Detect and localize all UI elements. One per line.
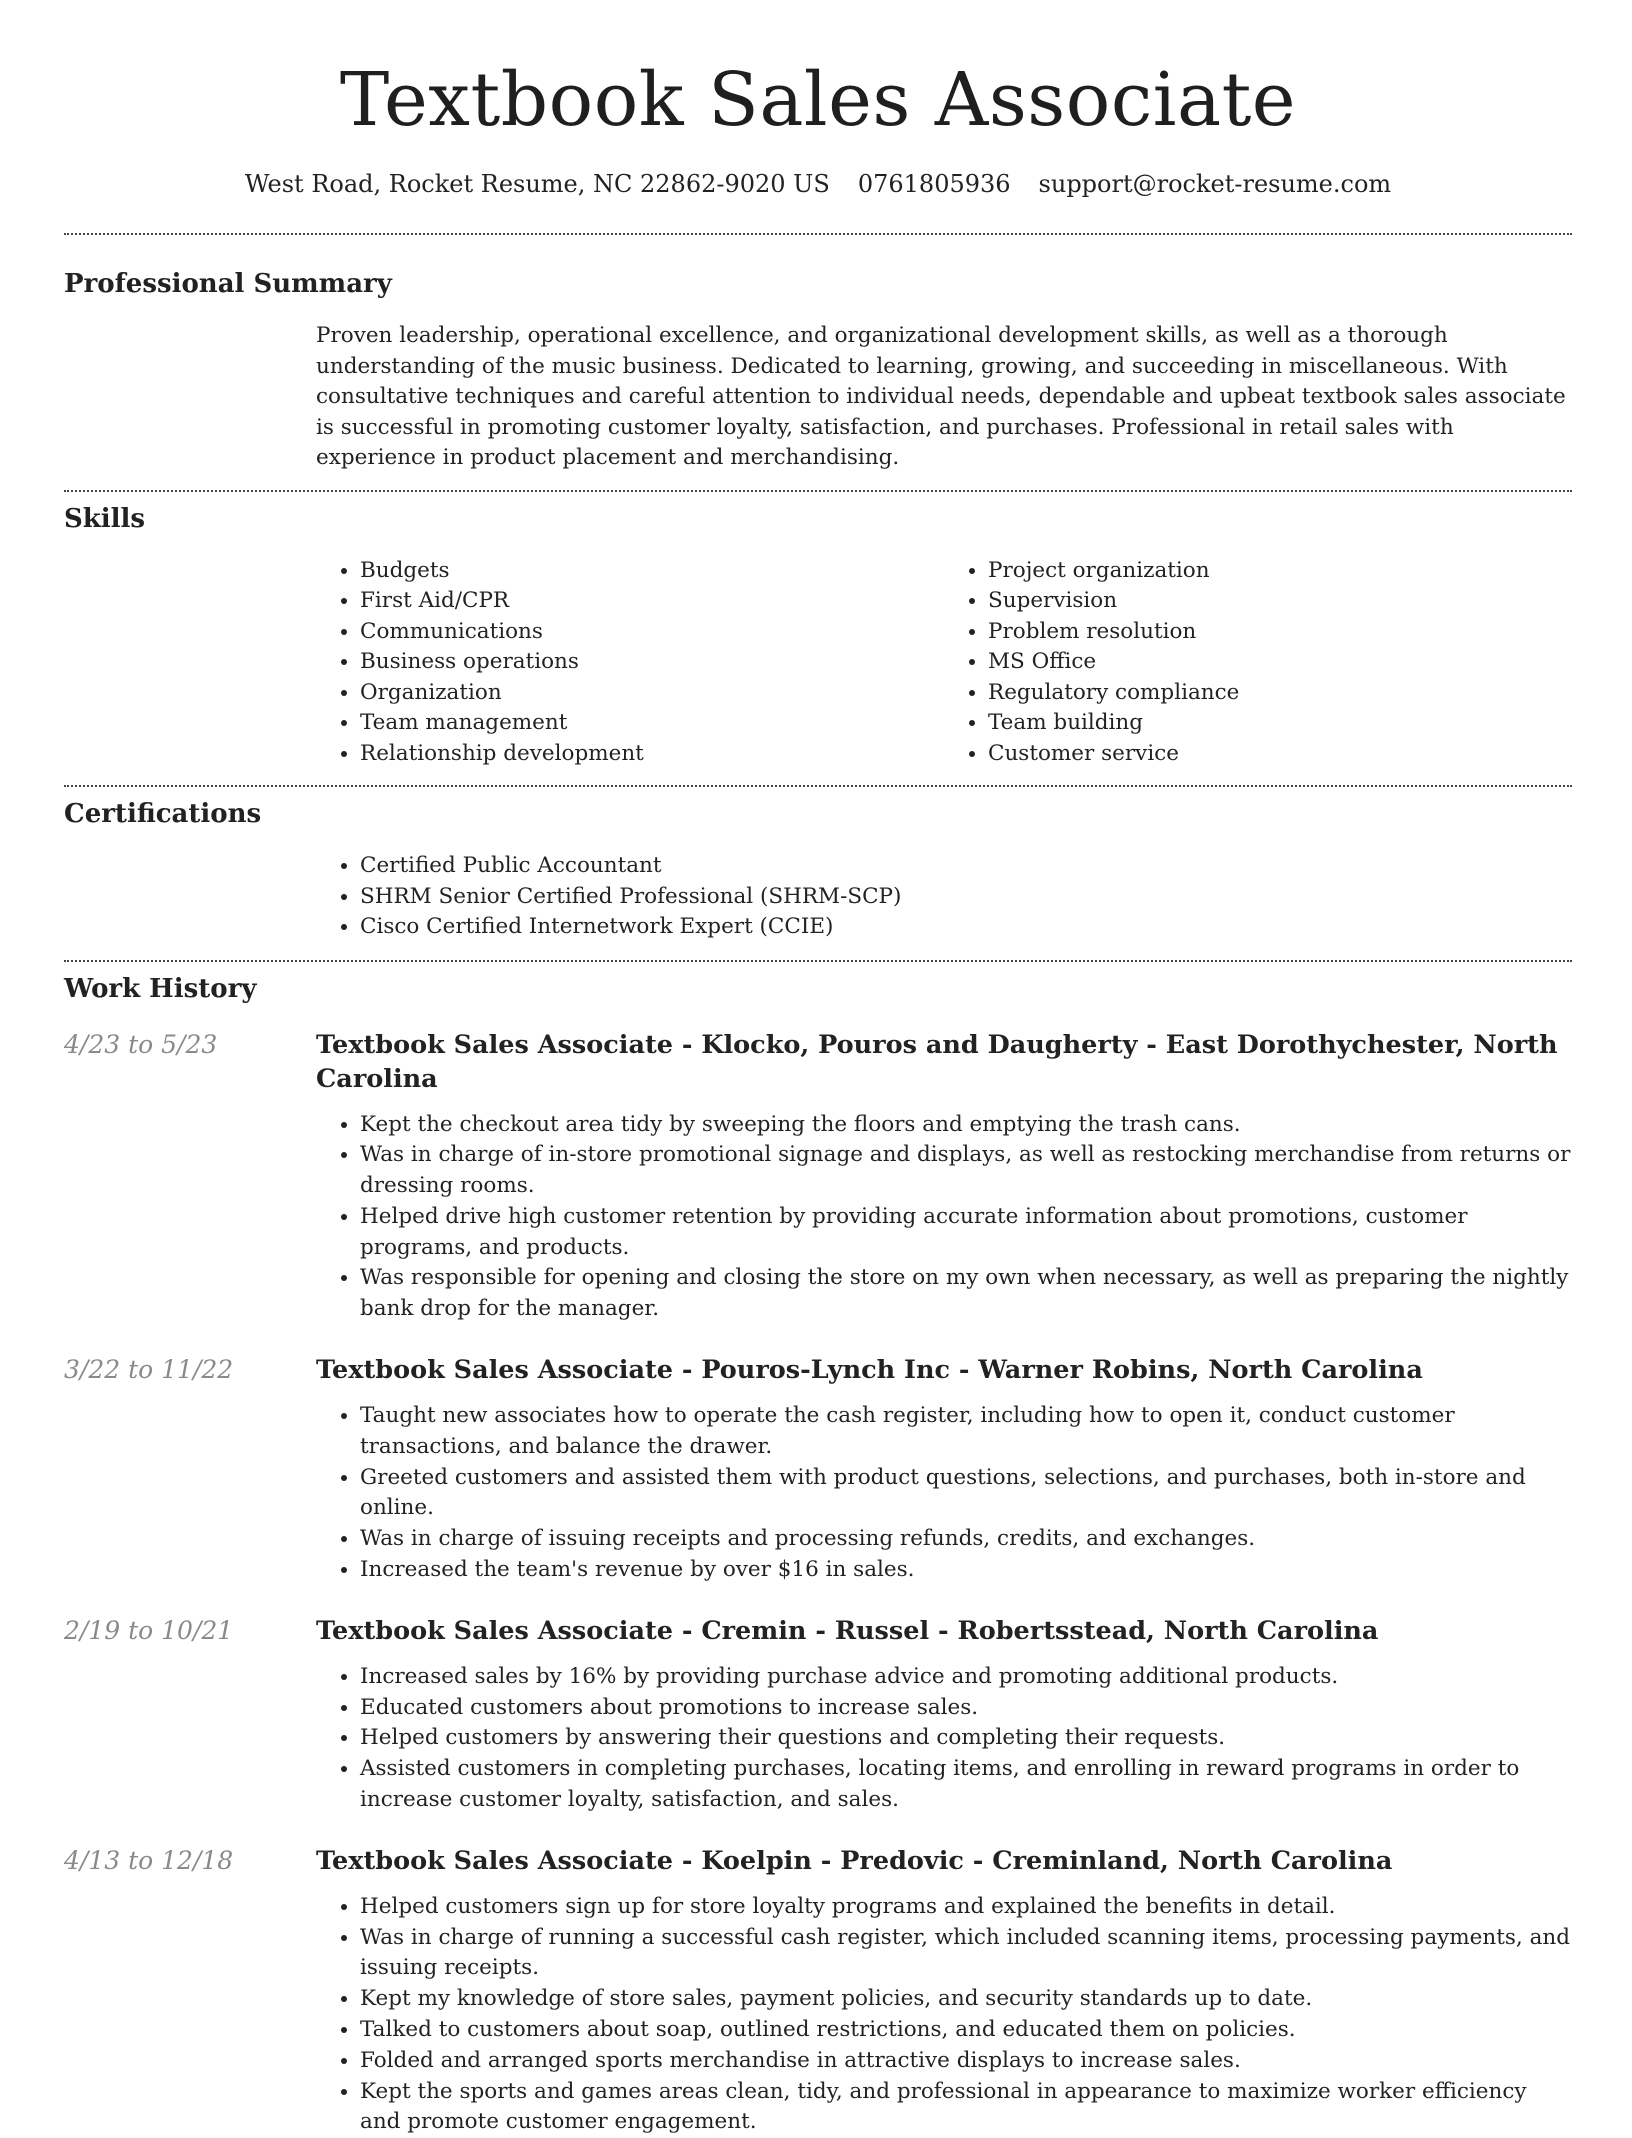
certifications-list <box>316 851 1572 943</box>
skill-item: • Regulatory compliance <box>988 678 1572 709</box>
skill-item: • Team building <box>988 708 1572 739</box>
work-history-section <box>64 962 1572 2138</box>
skill-item: • First Aid/CPR <box>360 586 944 617</box>
job-bullet: • Kept the checkout area tidy by sweeping the floors and emptying the trash cans. <box>360 1110 1572 1141</box>
summary-title: Professional Summary <box>64 267 1572 301</box>
job-bullet: • Was in charge of in-store promotional signage and displays, as well as restocking merchandise from returns or dressing rooms. <box>360 1140 1572 1202</box>
contact-address: West Road, Rocket Resume, NC 22862-9020 US <box>245 168 830 200</box>
skill-item: • MS Office <box>988 647 1572 678</box>
job-bullets <box>316 1878 1572 2138</box>
summary-section <box>64 235 1572 490</box>
contact-email: support@rocket-resume.com <box>1039 168 1392 200</box>
job-dates: 3/22 to 11/22 <box>64 1353 316 1586</box>
skill-item: • Customer service <box>988 739 1572 770</box>
job-bullet: • Increased the team's revenue by over $16 in sales. <box>360 1555 1572 1586</box>
job-bullet: • Assisted customers in completing purchases, locating items, and enrolling in reward programs in order to increase customer loyalty, satisfaction, and sales. <box>360 1754 1572 1816</box>
summary-text: Proven leadership, operational excellence, and organizational development skills, as well as a thorough understanding of the music business. Dedicated to learning, growing, and succeeding in miscellaneous. With consultative techniques and careful attention to individual needs, dependable and upbeat textbook sales associate is successful in promoting customer loyalty, satisfaction, and purchases. Professional in retail sales with experience in product placement and merchandising. <box>316 301 1572 490</box>
job-bullet: • Kept my knowledge of store sales, payment policies, and security standards up to date. <box>360 1984 1572 2015</box>
job-bullets <box>316 1387 1572 1586</box>
skills-list-right <box>944 556 1572 770</box>
skills-title: Skills <box>64 502 1572 536</box>
contact-line <box>64 168 1572 200</box>
job-title: Textbook Sales Associate - Cremin - Russel - Robertsstead, North Carolina <box>316 1614 1572 1648</box>
job-entry <box>64 1353 1572 1586</box>
skill-item: • Budgets <box>360 556 944 587</box>
skill-item: • Problem resolution <box>988 617 1572 648</box>
job-entry <box>64 1614 1572 1816</box>
skills-section <box>64 492 1572 786</box>
job-bullet: • Talked to customers about soap, outlined restrictions, and educated them on policies. <box>360 2015 1572 2046</box>
certification-item: • Cisco Certified Internetwork Expert (CCIE) <box>360 912 1572 943</box>
job-bullet: • Greeted customers and assisted them with product questions, selections, and purchases, both in-store and online. <box>360 1463 1572 1525</box>
certification-item: • Certified Public Accountant <box>360 851 1572 882</box>
job-bullet: • Helped customers by answering their questions and completing their requests. <box>360 1723 1572 1754</box>
skill-item: • Organization <box>360 678 944 709</box>
job-bullet: • Was responsible for opening and closing the store on my own when necessary, as well as preparing the nightly bank drop for the manager. <box>360 1263 1572 1325</box>
resume-name: Textbook Sales Associate <box>64 0 1572 148</box>
job-dates: 2/19 to 10/21 <box>64 1614 316 1816</box>
job-bullet: • Taught new associates how to operate the cash register, including how to open it, conduct customer transactions, and balance the drawer. <box>360 1401 1572 1463</box>
job-bullets <box>316 1096 1572 1326</box>
skill-item: • Project organization <box>988 556 1572 587</box>
job-bullet: • Kept the sports and games areas clean, tidy, and professional in appearance to maximize worker efficiency and promote customer engagement. <box>360 2077 1572 2138</box>
work-history-title: Work History <box>64 972 1572 1006</box>
contact-phone: 0761805936 <box>858 168 1011 200</box>
certifications-section <box>64 787 1572 960</box>
job-entry <box>64 1844 1572 2138</box>
certifications-title: Certifications <box>64 797 1572 831</box>
job-title: Textbook Sales Associate - Koelpin - Predovic - Creminland, North Carolina <box>316 1844 1572 1878</box>
job-bullet: • Was in charge of issuing receipts and processing refunds, credits, and exchanges. <box>360 1524 1572 1555</box>
job-bullet: • Educated customers about promotions to increase sales. <box>360 1693 1572 1724</box>
job-title: Textbook Sales Associate - Klocko, Pouros and Daugherty - East Dorothychester, North Carolina <box>316 1028 1572 1096</box>
job-entry <box>64 1028 1572 1326</box>
skill-item: • Supervision <box>988 586 1572 617</box>
job-title: Textbook Sales Associate - Pouros-Lynch Inc - Warner Robins, North Carolina <box>316 1353 1572 1387</box>
skill-item: • Business operations <box>360 647 944 678</box>
certification-item: • SHRM Senior Certified Professional (SHRM-SCP) <box>360 882 1572 913</box>
skill-item: • Relationship development <box>360 739 944 770</box>
skill-item: • Team management <box>360 708 944 739</box>
skills-list-left <box>316 556 944 770</box>
job-dates: 4/23 to 5/23 <box>64 1028 316 1326</box>
job-bullets <box>316 1648 1572 1816</box>
job-bullet: • Helped drive high customer retention by providing accurate information about promotions, customer programs, and products. <box>360 1202 1572 1264</box>
job-bullet: • Helped customers sign up for store loyalty programs and explained the benefits in detail. <box>360 1892 1572 1923</box>
job-bullet: • Folded and arranged sports merchandise in attractive displays to increase sales. <box>360 2046 1572 2077</box>
job-bullet: • Increased sales by 16% by providing purchase advice and promoting additional products. <box>360 1662 1572 1693</box>
resume-page <box>64 0 1572 2138</box>
job-bullet: • Was in charge of running a successful cash register, which included scanning items, processing payments, and issuing receipts. <box>360 1923 1572 1985</box>
job-dates: 4/13 to 12/18 <box>64 1844 316 2138</box>
skill-item: • Communications <box>360 617 944 648</box>
